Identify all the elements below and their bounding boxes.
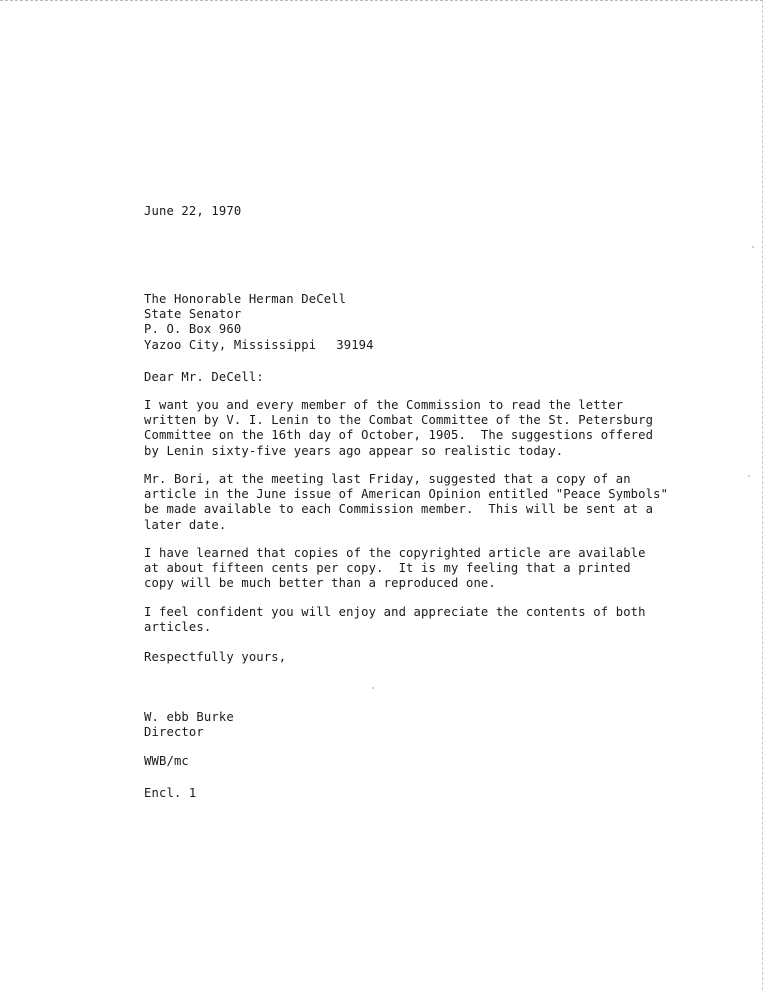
page-top-border [0,0,763,1]
paragraph-line: articles. [144,620,212,635]
reference-initials [144,754,189,769]
paragraph-line: be made available to each Commission member. This will be sent at a [144,502,654,517]
paragraph-line: written by V. I. Lenin to the Combat Committee of the St. Petersburg [144,413,654,428]
paragraph-line: I have learned that copies of the copyrighted article are available [144,546,646,560]
paragraph-3 [144,546,646,592]
salutation [144,370,264,385]
paper-speck [748,475,750,477]
reference-initials-text: WWB/mc [144,754,189,768]
enclosure-notation [144,786,196,801]
recipient-name: The Honorable Herman DeCell [144,292,347,306]
paragraph-1 [144,398,653,459]
paragraph-line: by Lenin sixty-five years ago appear so realistic today. [144,443,564,458]
paper-speck [752,246,754,248]
paragraph-line: later date. [144,517,227,532]
paragraph-2 [144,472,668,533]
paragraph-line: copy will be much better than a reproduced one. [144,576,496,591]
paragraph-line: Committee on the 16th day of October, 1905. The suggestions offered [144,428,654,443]
signature-block [144,710,234,740]
recipient-city-state: Yazoo City, Mississippi [144,337,317,352]
enclosure-text: Encl. 1 [144,786,197,800]
closing-text: Respectfully yours, [144,650,287,664]
letter-date [144,204,241,219]
recipient-title: State Senator [144,307,242,322]
signer-name: W. ebb Burke [144,710,234,724]
recipient-address-line: P. O. Box 960 [144,322,242,337]
paragraph-line: I feel confident you will enjoy and appreciate the contents of both [144,605,646,619]
paragraph-line: Mr. Bori, at the meeting last Friday, suggested that a copy of an [144,472,631,486]
paragraph-line: at about fifteen cents per copy. It is my feeling that a printed [144,561,631,576]
complimentary-close [144,650,286,665]
salutation-text: Dear Mr. DeCell: [144,370,264,384]
recipient-zip: 39194 [336,337,374,352]
paragraph-4 [144,605,646,635]
paragraph-line: article in the June issue of American Opinion entitled "Peace Symbols" [144,487,669,502]
paper-speck [372,687,374,689]
date-text: June 22, 1970 [144,204,242,218]
recipient-address [144,292,374,353]
recipient-city-line [144,338,374,353]
signer-title: Director [144,725,204,740]
paragraph-line: I want you and every member of the Commission to read the letter [144,398,624,412]
